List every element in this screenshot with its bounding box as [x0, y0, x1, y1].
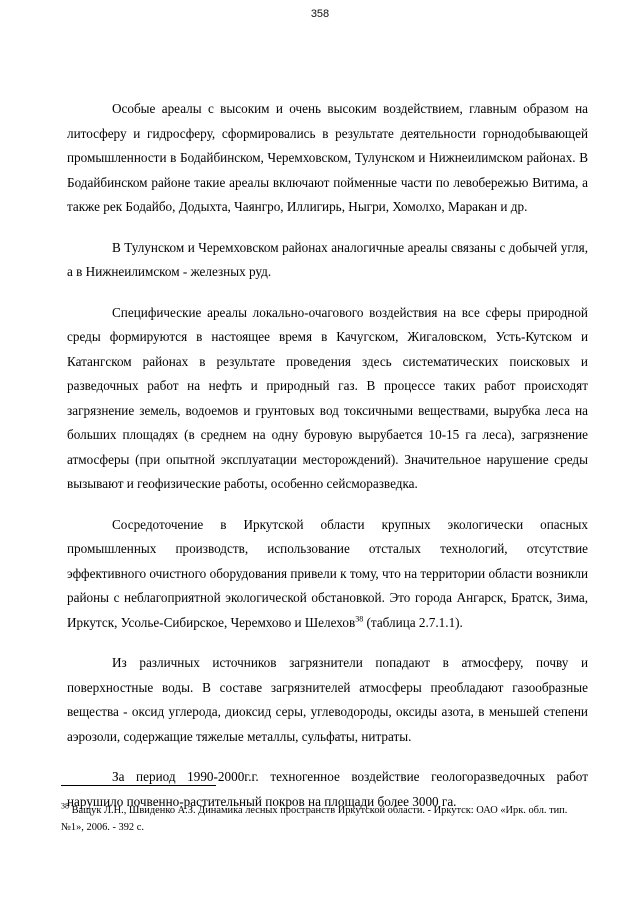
paragraph-oil-gas-exploration: Специфические ареалы локально-очагового воздействия на все сферы природной среды формируются в настоящее время в Качугском, Жигаловском, Усть-Кутском и Катангском районах в результате проведения здесь систематических поисковых и разведочных работ на нефть и природный газ. В процессе таких работ происходят загрязнение земель, водоемов и грунтовых вод токсичными веществами, вырубка леса на больших площадях (в среднем на одну буровую вырубается 10-15 га леса), загрязнение атмосферы (при опытной эксплуатации месторождений). Значительное нарушение среды вызывают и геофизические работы, особенно сейсморазведка.	[67, 304, 588, 491]
paragraph-soil-disturbance: За период 1990-2000г.г. техногенное воздействие геологоразведочных работ нарушило почвенно-растительный покров на площади более 3000 га.	[67, 769, 588, 809]
footnote	[61, 802, 588, 836]
paragraph-pollutants: Из различных источников загрязнители попадают в атмосферу, почву и поверхностные воды. В составе загрязнителей атмосферы преобладают газообразные вещества - оксид углерода, диоксид серы, углеводороды, оксиды азота, в меньшей степени аэрозоли, содержащие тяжелые металлы, сульфаты, нитраты.	[67, 655, 588, 744]
body-text	[67, 97, 588, 830]
paragraph-coal-ore: В Тулунском и Черемховском районах аналогичные ареалы связаны с добычей угля, а в Нижнеилимском - железных руд.	[67, 239, 588, 279]
paragraph-mining-impact: Особые ареалы с высоким и очень высоким воздействием, главным образом на литосферу и гидросферу, сформировались в результате деятельности горнодобывающей промышленности в Бодайбинском, Черемховском, Тулунском и Нижнеилимском районах. В Бодайбинском районе такие ареалы включают пойменные части по левобережью Витима, а также рек Бодайбо, Додыхта, Чаянгро, Иллигирь, Ныгри, Хомолхо, Маракан и др.	[67, 101, 588, 214]
footnote-reference[interactable]: 38	[355, 614, 364, 624]
footnote-separator	[61, 785, 216, 786]
footnote-number: 38	[61, 801, 69, 811]
table-reference-text: (таблица 2.7.1.1).	[363, 614, 463, 630]
page-number: 358	[310, 8, 330, 20]
paragraph-industrial-cities	[67, 513, 588, 636]
footnote-text: Ващук Л.Н., Швиденко А.З. Динамика лесных пространств Иркутской области. - Иркутск: ОАО «Ирк. обл. тип. №1», 2006. - 392 с.	[61, 805, 568, 833]
paragraph-industrial-cities-text: Сосредоточение в Иркутской области крупных экологически опасных промышленных производств, использование отсталых технологий, отсутствие эффективного очистного оборудования привели к тому, что на территории области возникли районы с неблагоприятной экологической обстановкой. Это города Ангарск, Братск, Зима, Иркутск, Усолье-Сибирское, Черемхово и Шелехов	[67, 516, 588, 630]
